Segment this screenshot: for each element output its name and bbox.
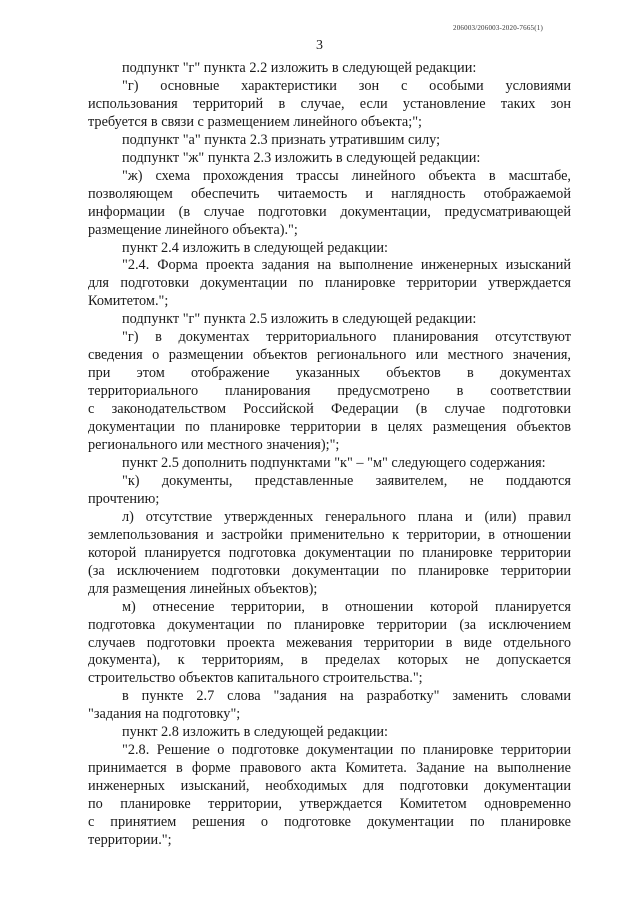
text-line: которой планируется подготовка документации по планировке территории [88,544,571,561]
paragraph [88,724,571,742]
paragraph [88,168,571,240]
text-line: подпункт "г" пункта 2.2 изложить в следующей редакции: [122,60,477,76]
text-line: с принятием решения о подготовке документации по планировке [88,814,571,831]
text-line: регионального или местного значения);"; [88,437,340,454]
paragraph [88,455,571,473]
paragraph [88,311,571,329]
text-line: подпункт "ж" пункта 2.3 изложить в следующей редакции: [122,149,481,166]
text-line: м) отнесение территории, в отношении которой планируется [122,598,571,615]
text-line: подпункт "а" пункта 2.3 признать утратившим силу; [122,131,441,148]
text-line: при этом отображение указанных объектов в документах [88,365,571,382]
text-line: л) отсутствие утвержденных генерального плана и (или) правил [122,508,571,525]
paragraph [88,509,571,599]
text-line: информации (в случае подготовки документации, предусматривающей [88,203,571,220]
paragraph [88,329,571,455]
text-line: требуется в связи с размещением линейного объекта;"; [88,113,423,130]
paragraph [88,742,571,850]
text-line: пункт 2.4 изложить в следующей редакции: [122,239,389,256]
paragraph [88,257,571,311]
text-line: позволяющем обеспечить читаемость и наглядность отображаемой [88,185,571,202]
text-line: по планировке территории, утверждается Комитетом одновременно [88,796,571,813]
text-line: "ж) схема прохождения трассы линейного объекта в масштабе, [122,167,571,184]
text-line: пункт 2.5 дополнить подпунктами "к" – "м" следующего содержания: [122,454,546,471]
paragraph [88,473,571,509]
text-line: "2.8. Решение о подготовке документации по планировке территории [122,742,571,759]
text-line: землепользования и застройки применительно к территории, в отношении [88,526,571,543]
document-body [88,60,571,850]
text-line: в пункте 2.7 слова "задания на разработку" заменить словами [122,688,571,705]
paragraph [88,240,571,258]
paragraph [88,150,571,168]
paragraph [88,132,571,150]
text-line: прочтению; [88,490,160,507]
text-line: Комитетом."; [88,293,169,310]
text-line: пункт 2.8 изложить в следующей редакции: [122,724,389,741]
text-line: строительство объектов капитального строительства."; [88,670,423,687]
paragraph [88,78,571,132]
text-line: "задания на подготовку"; [88,706,241,723]
paragraph [88,60,571,78]
text-line: "г) основные характеристики зон с особыми условиями [122,77,571,94]
page-number: 3 [316,38,323,53]
text-line: случаев подготовки проекта межевания территории в виде отдельного [88,634,571,651]
text-line: принимается в форме правового акта Комитета. Задание на выполнение [88,760,571,777]
text-line: размещение линейного объекта)."; [88,221,298,238]
text-line: "г) в документах территориального планирования отсутствуют [122,329,571,346]
text-line: с законодательством Российской Федерации (в случае подготовки [88,401,571,418]
text-line: документа), к территориям, в пределах которых не допускается [88,652,571,669]
text-line: для размещения линейных объектов); [88,580,318,597]
document-id: 206003/206003-2020-7665(1) [453,24,543,32]
text-line: "2.4. Форма проекта задания на выполнение инженерных изысканий [122,257,571,274]
text-line: "к) документы, представленные заявителем, не поддаются [122,472,571,489]
text-line: подготовка документации по планировке территории (за исключением [88,616,571,633]
text-line: подпункт "г" пункта 2.5 изложить в следующей редакции: [122,311,477,328]
text-line: документации по планировке территории в целях размещения объектов [88,419,571,436]
text-line: для подготовки документации по планировке территории утверждается [88,275,571,292]
text-line: сведения о размещении объектов регионального или местного значения, [88,347,571,364]
text-line: инженерных изысканий, необходимых для подготовки документации [88,778,571,795]
text-line: использования территорий в случае, если установление таких зон [88,95,571,112]
text-line: (за исключением подготовки документации по планировке территории [88,562,571,579]
text-line: территориального планирования предусмотрено в соответствии [88,383,571,400]
paragraph [88,599,571,689]
text-line: территории."; [88,831,172,848]
paragraph [88,688,571,724]
